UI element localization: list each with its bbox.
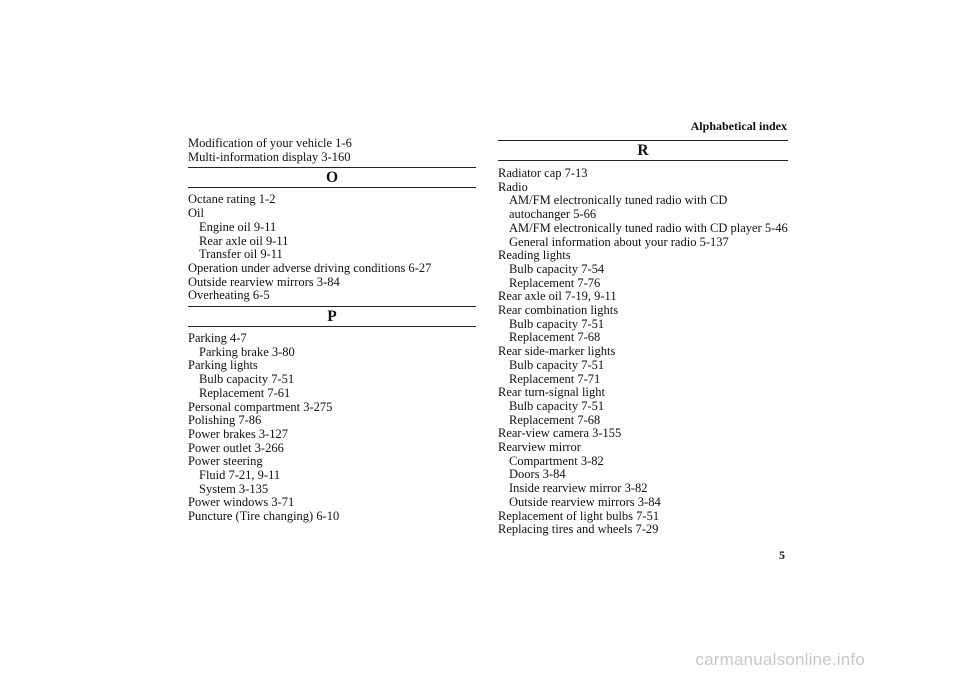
running-header: Alphabetical index xyxy=(690,119,787,133)
index-entry: Radiator cap 7-13 xyxy=(498,166,588,180)
index-entry: Oil xyxy=(188,206,204,221)
index-subentry: Bulb capacity 7-51 xyxy=(509,316,605,331)
index-subentry: Bulb capacity 7-51 xyxy=(509,398,605,413)
index-entry: Operation under adverse driving conditions 6-27 xyxy=(188,260,432,275)
index-entry: Rear side-marker lights xyxy=(498,344,616,359)
index-entry: Overheating 6-5 xyxy=(188,288,270,303)
index-entry: Radio xyxy=(498,179,528,194)
index-entry: Rearview mirror xyxy=(498,440,581,455)
index-entry: Parking lights xyxy=(188,358,258,373)
index-entry: Power brakes 3-127 xyxy=(188,426,288,441)
index-subentry: Bulb capacity 7-51 xyxy=(509,357,605,372)
index-entry: Outside rearview mirrors 3-84 xyxy=(188,274,340,289)
index-subentry: Inside rearview mirror 3-82 xyxy=(509,481,648,496)
section-heading: R xyxy=(498,140,788,161)
index-entry: Reading lights xyxy=(498,248,571,263)
index-subentry: Fluid 7-21, 9-11 xyxy=(199,468,281,483)
index-subentry: Bulb capacity 7-51 xyxy=(199,372,295,387)
section-heading: O xyxy=(188,167,476,188)
index-subentry: Transfer oil 9-11 xyxy=(199,247,283,262)
index-entry: Rear combination lights xyxy=(498,303,619,318)
index-entry: Polishing 7-86 xyxy=(188,413,262,428)
index-entry: Multi-information display 3-160 xyxy=(188,149,351,164)
index-subentry: AM/FM electronically tuned radio with CD player 5-46 xyxy=(509,220,788,235)
index-subentry: General information about your radio 5-137 xyxy=(509,234,729,249)
index-subentry: Replacement 7-68 xyxy=(509,412,601,427)
index-entry: Replacement of light bulbs 7-51 xyxy=(498,508,660,523)
index-subentry: Compartment 3-82 xyxy=(509,453,604,468)
index-subentry: Parking brake 3-80 xyxy=(199,344,295,359)
index-column-right xyxy=(498,140,788,537)
index-subentry: System 3-135 xyxy=(199,481,269,496)
index-subentry: Replacement 7-61 xyxy=(199,385,291,400)
index-subentry: Replacement 7-68 xyxy=(509,330,601,345)
index-column-left xyxy=(188,137,476,524)
index-entry: Rear-view camera 3-155 xyxy=(498,426,622,441)
index-subentry: AM/FM electronically tuned radio with CD autochanger 5-66 xyxy=(509,193,728,222)
index-entry: Rear axle oil 7-19, 9-11 xyxy=(498,289,617,304)
index-entry: Personal compartment 3-275 xyxy=(188,399,333,414)
index-entry: Power steering xyxy=(188,454,263,469)
index-entry: Parking 4-7 xyxy=(188,331,247,346)
index-subentry: Replacement 7-76 xyxy=(509,275,601,290)
index-entry: Power windows 3-71 xyxy=(188,495,295,510)
index-subentry: Doors 3-84 xyxy=(509,467,566,482)
index-entry: Replacing tires and wheels 7-29 xyxy=(498,522,659,537)
index-entry: Power outlet 3-266 xyxy=(188,440,284,455)
index-entry: Rear turn-signal light xyxy=(498,385,605,400)
index-entry: Modification of your vehicle 1-6 xyxy=(188,136,352,150)
page-number: 5 xyxy=(779,548,785,562)
section-heading: P xyxy=(188,306,476,327)
index-entry: Octane rating 1-2 xyxy=(188,192,276,207)
index-subentry: Rear axle oil 9-11 xyxy=(199,233,289,248)
index-subentry: Replacement 7-71 xyxy=(509,371,601,386)
index-subentry: Outside rearview mirrors 3-84 xyxy=(509,494,661,509)
index-subentry: Bulb capacity 7-54 xyxy=(509,261,605,276)
watermark: carmanualsonline.info xyxy=(695,650,865,669)
index-subentry: Engine oil 9-11 xyxy=(199,219,277,234)
index-entry: Puncture (Tire changing) 6-10 xyxy=(188,509,340,524)
